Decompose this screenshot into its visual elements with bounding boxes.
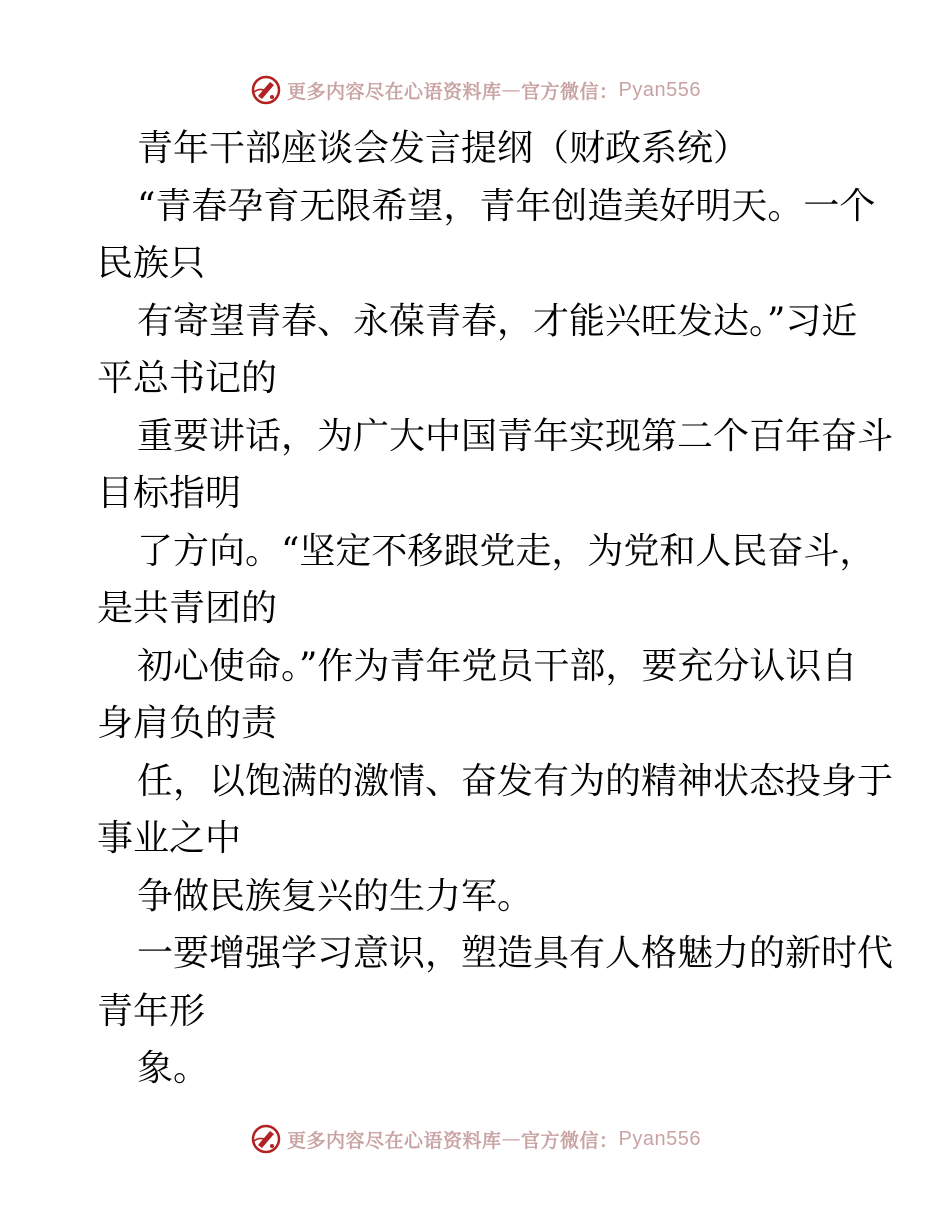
- text-line: “青春孕育无限希望，青年创造美好明天。一个: [137, 185, 876, 227]
- banner-wechat-id: Pyan556: [618, 1127, 701, 1150]
- banner-official-label: 官方微信：: [521, 1129, 619, 1152]
- text-line: 民族只: [97, 243, 206, 284]
- document-body: [97, 120, 894, 1098]
- banner-wechat-id: Pyan556: [618, 78, 701, 101]
- text-line: 有寄望青春、永葆青春，才能兴旺发达。”习近: [137, 300, 858, 342]
- banner-separator: —: [501, 79, 522, 101]
- text-line: 事业之中: [97, 818, 242, 859]
- text-line: 任，以饱满的激情、奋发有为的精神状态投身于: [137, 760, 894, 802]
- text-line: 平总书记的: [97, 358, 278, 399]
- text-line: 初心使命。”作为青年党员干部，要充分认识自: [137, 645, 858, 687]
- text-line: 争做民族复兴的生力军。: [137, 875, 534, 917]
- text-line: 身肩负的责: [97, 703, 278, 744]
- text-line: 重要讲话，为广大中国青年实现第二个百年奋斗: [137, 415, 894, 457]
- banner-main-text: 更多内容尽在心语资料库: [287, 80, 502, 103]
- text-line: 目标指明: [97, 473, 242, 514]
- pen-logo-icon: [249, 73, 283, 107]
- text-line: 了方向。“坚定不移跟党走，为党和人民奋斗，: [137, 530, 876, 572]
- text-line: 是共青团的: [97, 588, 278, 629]
- banner-main-text: 更多内容尽在心语资料库: [287, 1129, 502, 1152]
- pen-logo-icon: [249, 1122, 283, 1156]
- text-line: 一要增强学习意识，塑造具有人格魅力的新时代: [137, 933, 894, 974]
- banner-official-label: 官方微信：: [521, 80, 619, 103]
- text-line: 青年干部座谈会发言提纲（财政系统）: [137, 128, 750, 169]
- header-watermark-banner: [0, 70, 950, 110]
- footer-watermark-banner: [0, 1119, 950, 1159]
- text-line: 象。: [137, 1048, 210, 1089]
- banner-separator: —: [501, 1128, 522, 1150]
- text-line: 青年形: [97, 990, 206, 1032]
